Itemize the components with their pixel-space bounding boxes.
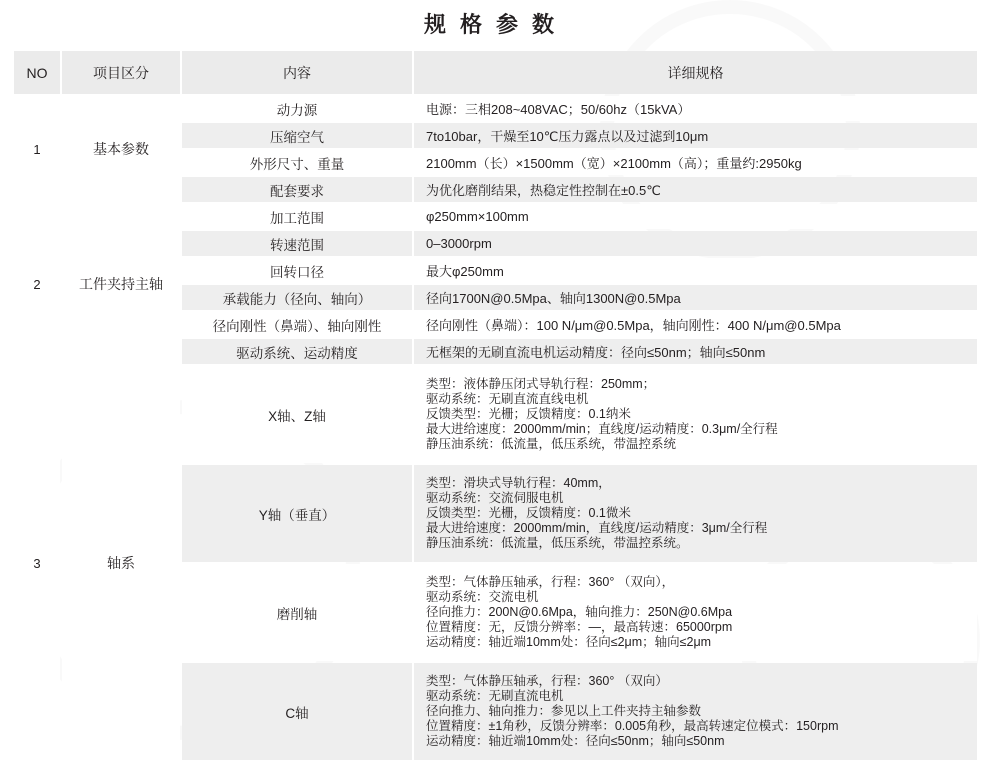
spec-value: 为优化磨削结果，热稳定性控制在±0.5℃: [414, 177, 977, 202]
item-label: 外形尺寸、重量: [182, 150, 412, 175]
spec-line: 驱动系统：交流伺服电机: [426, 491, 564, 505]
spec-line: 位置精度：±1角秒，反馈分辨率：0.005角秒，最高转速定位模式：150rpm: [426, 719, 839, 733]
spec-line: 运动精度：轴近端10mm处：径向≤2μm；轴向≤2μm: [426, 635, 712, 649]
item-label: 回转口径: [182, 258, 412, 283]
spec-value: [414, 465, 977, 562]
spec-line: 径向推力：200N@0.6Mpa，轴向推力：250N@0.6Mpa: [426, 605, 733, 619]
spec-line: 位置精度：无，反馈分辨率：—，最高转速：65000rpm: [426, 620, 733, 634]
spec-value: 径向刚性（鼻端）：100 N/μm@0.5Mpa，轴向刚性：400 N/μm@0.5Mpa: [414, 312, 977, 337]
spec-line: 最大进给速度：2000mm/min；直线度/运动精度：0.3μm/全行程: [426, 422, 778, 436]
spec-line: 静压油系统：低流量，低压系统，带温控系统: [426, 437, 677, 451]
spec-value: 无框架的无刷直流电机运动精度：径向≤50nm；轴向≤50nm: [414, 339, 977, 364]
group-name: 工件夹持主轴: [62, 204, 180, 364]
item-label: 磨削轴: [182, 564, 412, 661]
spec-value: 电源：三相208~408VAC；50/60hz（15kVA）: [414, 96, 977, 121]
spec-line: 类型：滑块式导轨行程：40mm，: [426, 476, 611, 490]
spec-value: 7to10bar，干燥至10℃压力露点以及过滤到10μm: [414, 123, 977, 148]
spec-line: 类型：气体静压轴承，行程：360° （双向）: [426, 674, 668, 688]
item-label: 承载能力（径向、轴向）: [182, 285, 412, 310]
header-no: NO: [14, 51, 60, 94]
header-spec: 详细规格: [414, 51, 977, 94]
group-name: 轴系: [62, 366, 180, 760]
spec-value: 最大φ250mm: [414, 258, 977, 283]
item-label: 转速范围: [182, 231, 412, 256]
item-label: 压缩空气: [182, 123, 412, 148]
item-label: 径向刚性（鼻端）、轴向刚性: [182, 312, 412, 337]
spec-line: 最大进给速度：2000mm/min，直线度/运动精度：3μm/全行程: [426, 521, 768, 535]
spec-line: 反馈类型：光栅，反馈精度：0.1微米: [426, 506, 631, 520]
spec-line: 反馈类型：光栅；反馈精度：0.1纳米: [426, 407, 631, 421]
item-label: Y轴（垂直）: [182, 465, 412, 562]
table-row: [14, 96, 977, 121]
group-number: 1: [14, 96, 60, 202]
group-number: 3: [14, 366, 60, 760]
table-row: [14, 366, 977, 463]
spec-line: 驱动系统：无刷直流直线电机: [426, 392, 589, 406]
item-label: 驱动系统、运动精度: [182, 339, 412, 364]
spec-value: [414, 366, 977, 463]
item-label: 配套要求: [182, 177, 412, 202]
item-label: X轴、Z轴: [182, 366, 412, 463]
item-label: 动力源: [182, 96, 412, 121]
group-name: 基本参数: [62, 96, 180, 202]
spec-value: [414, 564, 977, 661]
spec-value: 0–3000rpm: [414, 231, 977, 256]
spec-line: 类型：气体静压轴承，行程：360° （双向），: [426, 575, 675, 589]
spec-value: φ250mm×100mm: [414, 204, 977, 229]
spec-line: 径向推力、轴向推力：参见以上工件夹持主轴参数: [426, 704, 702, 718]
spec-line: 驱动系统：交流电机: [426, 590, 539, 604]
item-label: C轴: [182, 663, 412, 760]
spec-value: 径向1700N@0.5Mpa、轴向1300N@0.5Mpa: [414, 285, 977, 310]
item-label: 加工范围: [182, 204, 412, 229]
spec-line: 运动精度：轴近端10mm处：径向≤50nm；轴向≤50nm: [426, 734, 725, 748]
header-item: 内容: [182, 51, 412, 94]
page-title: 规格参数: [423, 12, 568, 37]
header-category: 项目区分: [62, 51, 180, 94]
group-number: 2: [14, 204, 60, 364]
table-row: [14, 204, 977, 229]
table-header-row: [14, 51, 977, 94]
spec-line: 类型：液体静压闭式导轨行程：250mm；: [426, 377, 656, 391]
spec-value: [414, 663, 977, 760]
spec-table: [12, 49, 979, 762]
spec-line: 驱动系统：无刷直流电机: [426, 689, 564, 703]
spec-line: 静压油系统：低流量，低压系统，带温控系统。: [426, 536, 689, 550]
spec-value: 2100mm（长）×1500mm（宽）×2100mm（高）；重量约:2950kg: [414, 150, 977, 175]
